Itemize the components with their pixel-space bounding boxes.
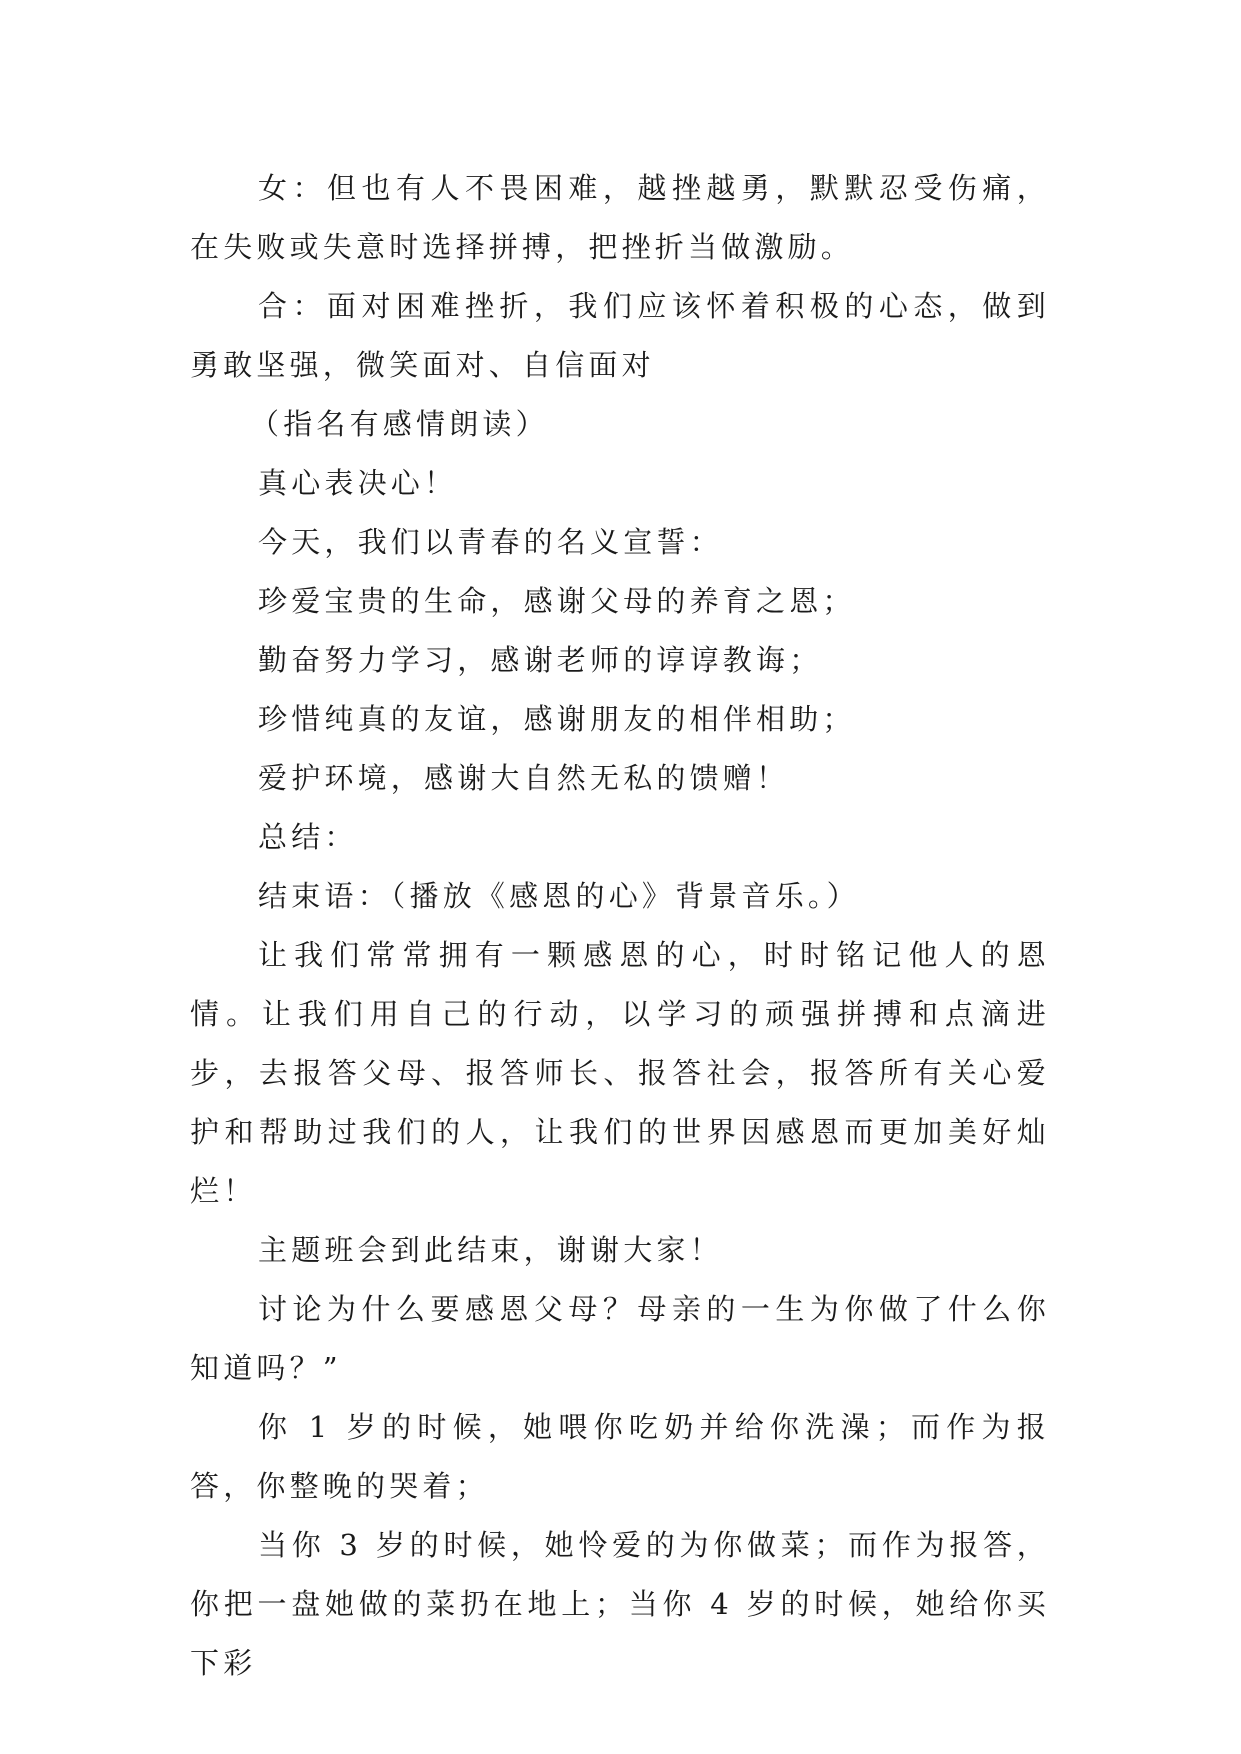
paragraph: 总结： (258, 820, 358, 854)
paragraph: 当你 3 岁的时候，她怜爱的为你做菜；而作为报答，你把一盘她做的菜扔在地上；当你 4 岁的时候，她给你买下彩 (190, 1528, 1050, 1680)
paragraph: 真心表决心！ (258, 466, 458, 500)
paragraph: 珍惜纯真的友谊，感谢朋友的相伴相助； (258, 702, 856, 736)
paragraph: 让我们常常拥有一颗感恩的心，时时铭记他人的恩情。让我们用自己的行动，以学习的顽强拼搏和点滴进步，去报答父母、报答师长、报答社会，报答所有关心爱护和帮助过我们的人，让我们的世界因感恩而更加美好灿烂！ (190, 938, 1050, 1208)
paragraph: 你 1 岁的时候，她喂你吃奶并给你洗澡；而作为报答，你整晚的哭着； (190, 1410, 1050, 1503)
paragraph: 爱护环境，感谢大自然无私的馈赠！ (258, 761, 790, 795)
paragraph: 主题班会到此结束，谢谢大家！ (258, 1233, 723, 1267)
paragraph: 合：面对困难挫折，我们应该怀着积极的心态，做到勇敢坚强，微笑面对、自信面对 (190, 289, 1050, 382)
paragraph: 珍爱宝贵的生命，感谢父母的养育之恩； (258, 584, 856, 618)
paragraph: 今天，我们以青春的名义宣誓： (258, 525, 723, 559)
document-body (190, 159, 1050, 1693)
paragraph: 讨论为什么要感恩父母？母亲的一生为你做了什么你知道吗？” (190, 1292, 1050, 1385)
paragraph: 女：但也有人不畏困难，越挫越勇，默默忍受伤痛，在失败或失意时选择拼搏，把挫折当做激励。 (190, 171, 1050, 264)
paragraph: 勤奋努力学习，感谢老师的谆谆教诲； (258, 643, 823, 677)
paragraph: （指名有感情朗读） (250, 407, 549, 441)
paragraph: 结束语：（播放《感恩的心》背景音乐。） (258, 879, 860, 913)
